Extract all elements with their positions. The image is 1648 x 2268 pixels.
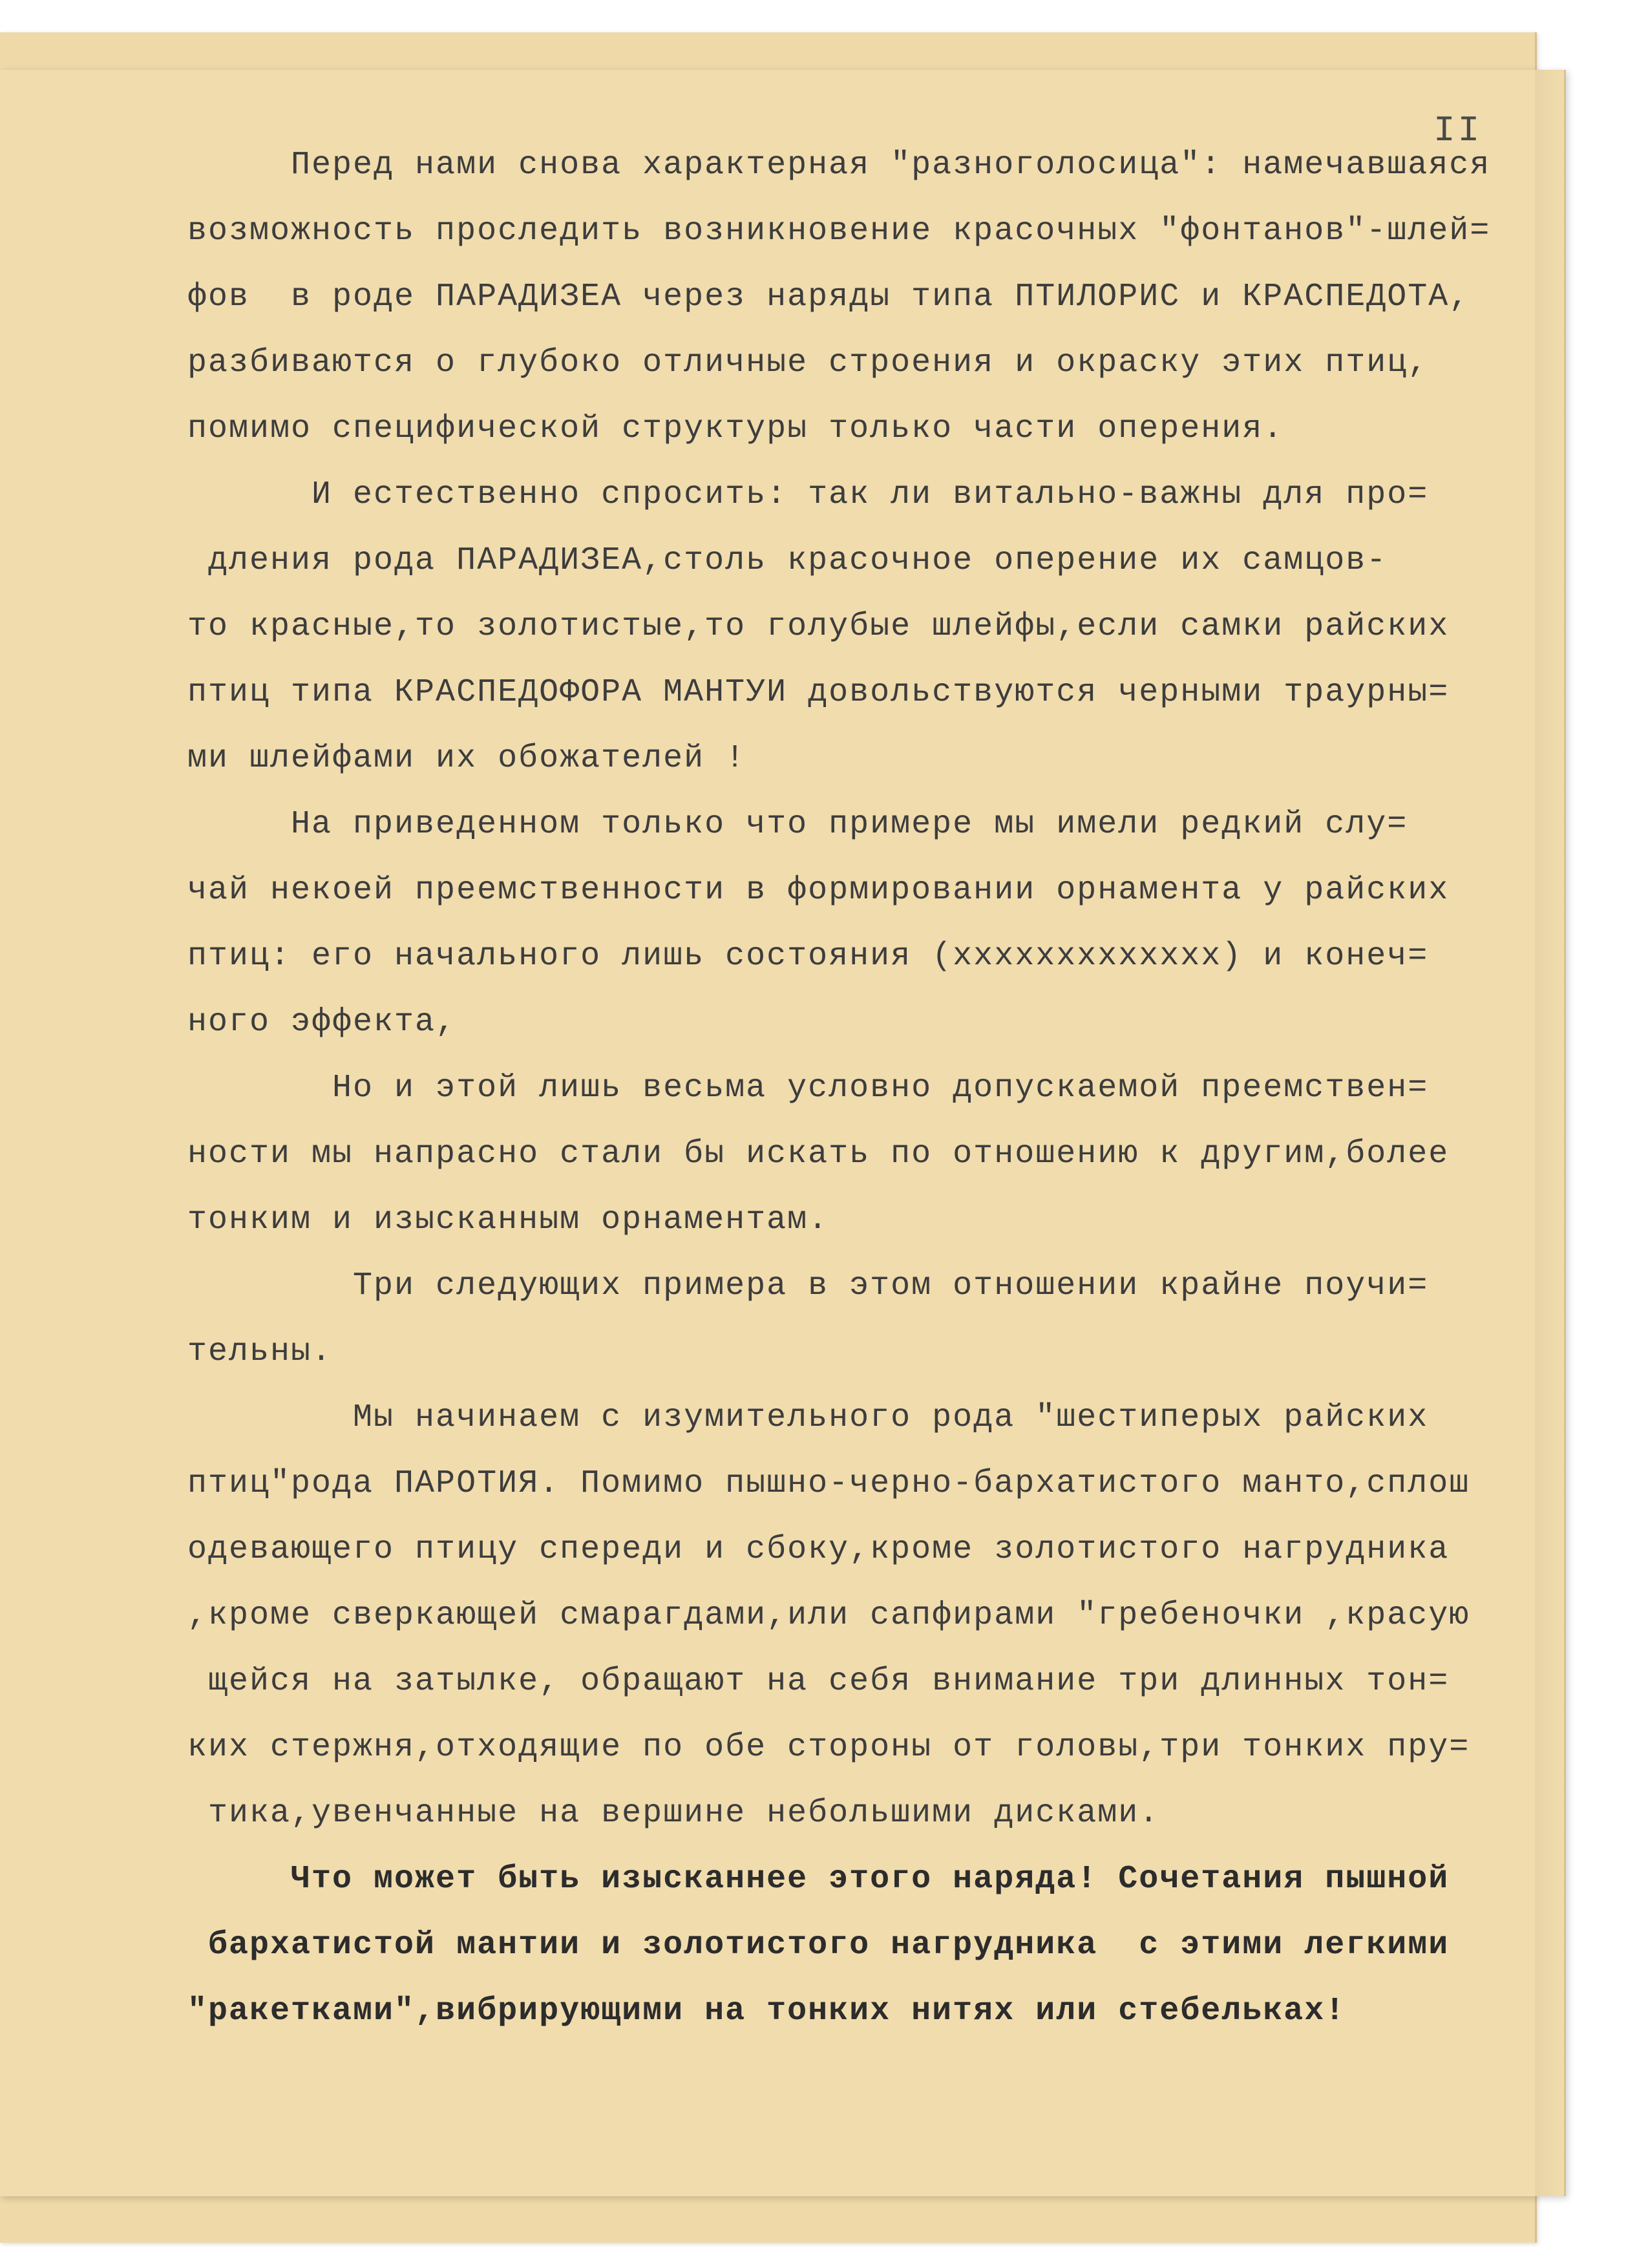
text-line: птиц: его начального лишь состояния (ххххххххххххх) и конеч= bbox=[187, 938, 1429, 975]
text-line: ми шлейфами их обожателей ! bbox=[187, 740, 746, 777]
text-line: чай некоей преемственности в формировании орнамента у райских bbox=[187, 872, 1450, 909]
text-line: На приведенном только что примере мы имели редкий слу= bbox=[187, 806, 1408, 843]
text-line: то красные,то золотистые,то голубые шлейфы,если самки райских bbox=[187, 608, 1450, 645]
page-number: II bbox=[1433, 110, 1483, 151]
text-line: фов в роде ПАРАДИЗЕА через наряды типа ПТИЛОРИС и КРАСПЕДОТА, bbox=[187, 279, 1470, 315]
text-line: тонким и изысканным орнаментам. bbox=[187, 1202, 829, 1238]
text-line: Мы начинаем с изумительного рода "шестиперых райских bbox=[187, 1399, 1429, 1436]
text-line: тельны. bbox=[187, 1333, 333, 1370]
text-line: щейся на затылке, обращают на себя внимание три длинных тон= bbox=[187, 1663, 1450, 1700]
text-line: птиц"рода ПАРОТИЯ. Помимо пышно-черно-бархатистого манто,сплош bbox=[187, 1465, 1470, 1502]
text-line: разбиваются о глубоко отличные строения и окраску этих птиц, bbox=[187, 344, 1429, 381]
text-line: ких стержня,отходящие по обе стороны от головы,три тонких пру= bbox=[187, 1729, 1470, 1766]
text-line: возможность проследить возникновение красочных "фонтанов"-шлей= bbox=[187, 213, 1491, 249]
text-line: помимо специфической структуры только части оперения. bbox=[187, 410, 1284, 447]
text-line: ности мы напрасно стали бы искать по отношению к другим,более bbox=[187, 1136, 1450, 1172]
text-line: дления рода ПАРАДИЗЕА,столь красочное оперение их самцов- bbox=[187, 542, 1388, 579]
text-line: Три следующих примера в этом отношении крайне поучи= bbox=[187, 1267, 1429, 1304]
page-edge-shadow bbox=[1535, 70, 1564, 2196]
text-line: Но и этой лишь весьма условно допускаемой преемствен= bbox=[187, 1070, 1429, 1107]
text-line: бархатистой мантии и золотистого нагрудника с этими легкими bbox=[187, 1927, 1450, 1964]
text-line: Перед нами снова характерная "разноголосица": намечавшаяся bbox=[187, 147, 1491, 184]
typed-text-body bbox=[187, 132, 1532, 2044]
text-line: тика,увенчанные на вершине небольшими дисками. bbox=[187, 1795, 1160, 1832]
text-line: И естественно спросить: так ли витально-важны для про= bbox=[187, 476, 1429, 513]
text-line: птиц типа КРАСПЕДОФОРА МАНТУИ довольствуются черными траурны= bbox=[187, 674, 1450, 711]
text-line: ,кроме сверкающей смарагдами,или сапфирами "гребеночки ,красую bbox=[187, 1597, 1470, 1634]
text-line: ного эффекта, bbox=[187, 1004, 457, 1041]
text-line: Что может быть изысканнее этого наряда! Сочетания пышной bbox=[187, 1861, 1450, 1898]
text-line: "ракетками",вибрирующими на тонких нитях или стебельках! bbox=[187, 1993, 1346, 2030]
text-line: одевающего птицу спереди и сбоку,кроме золотистого нагрудника bbox=[187, 1531, 1450, 1568]
